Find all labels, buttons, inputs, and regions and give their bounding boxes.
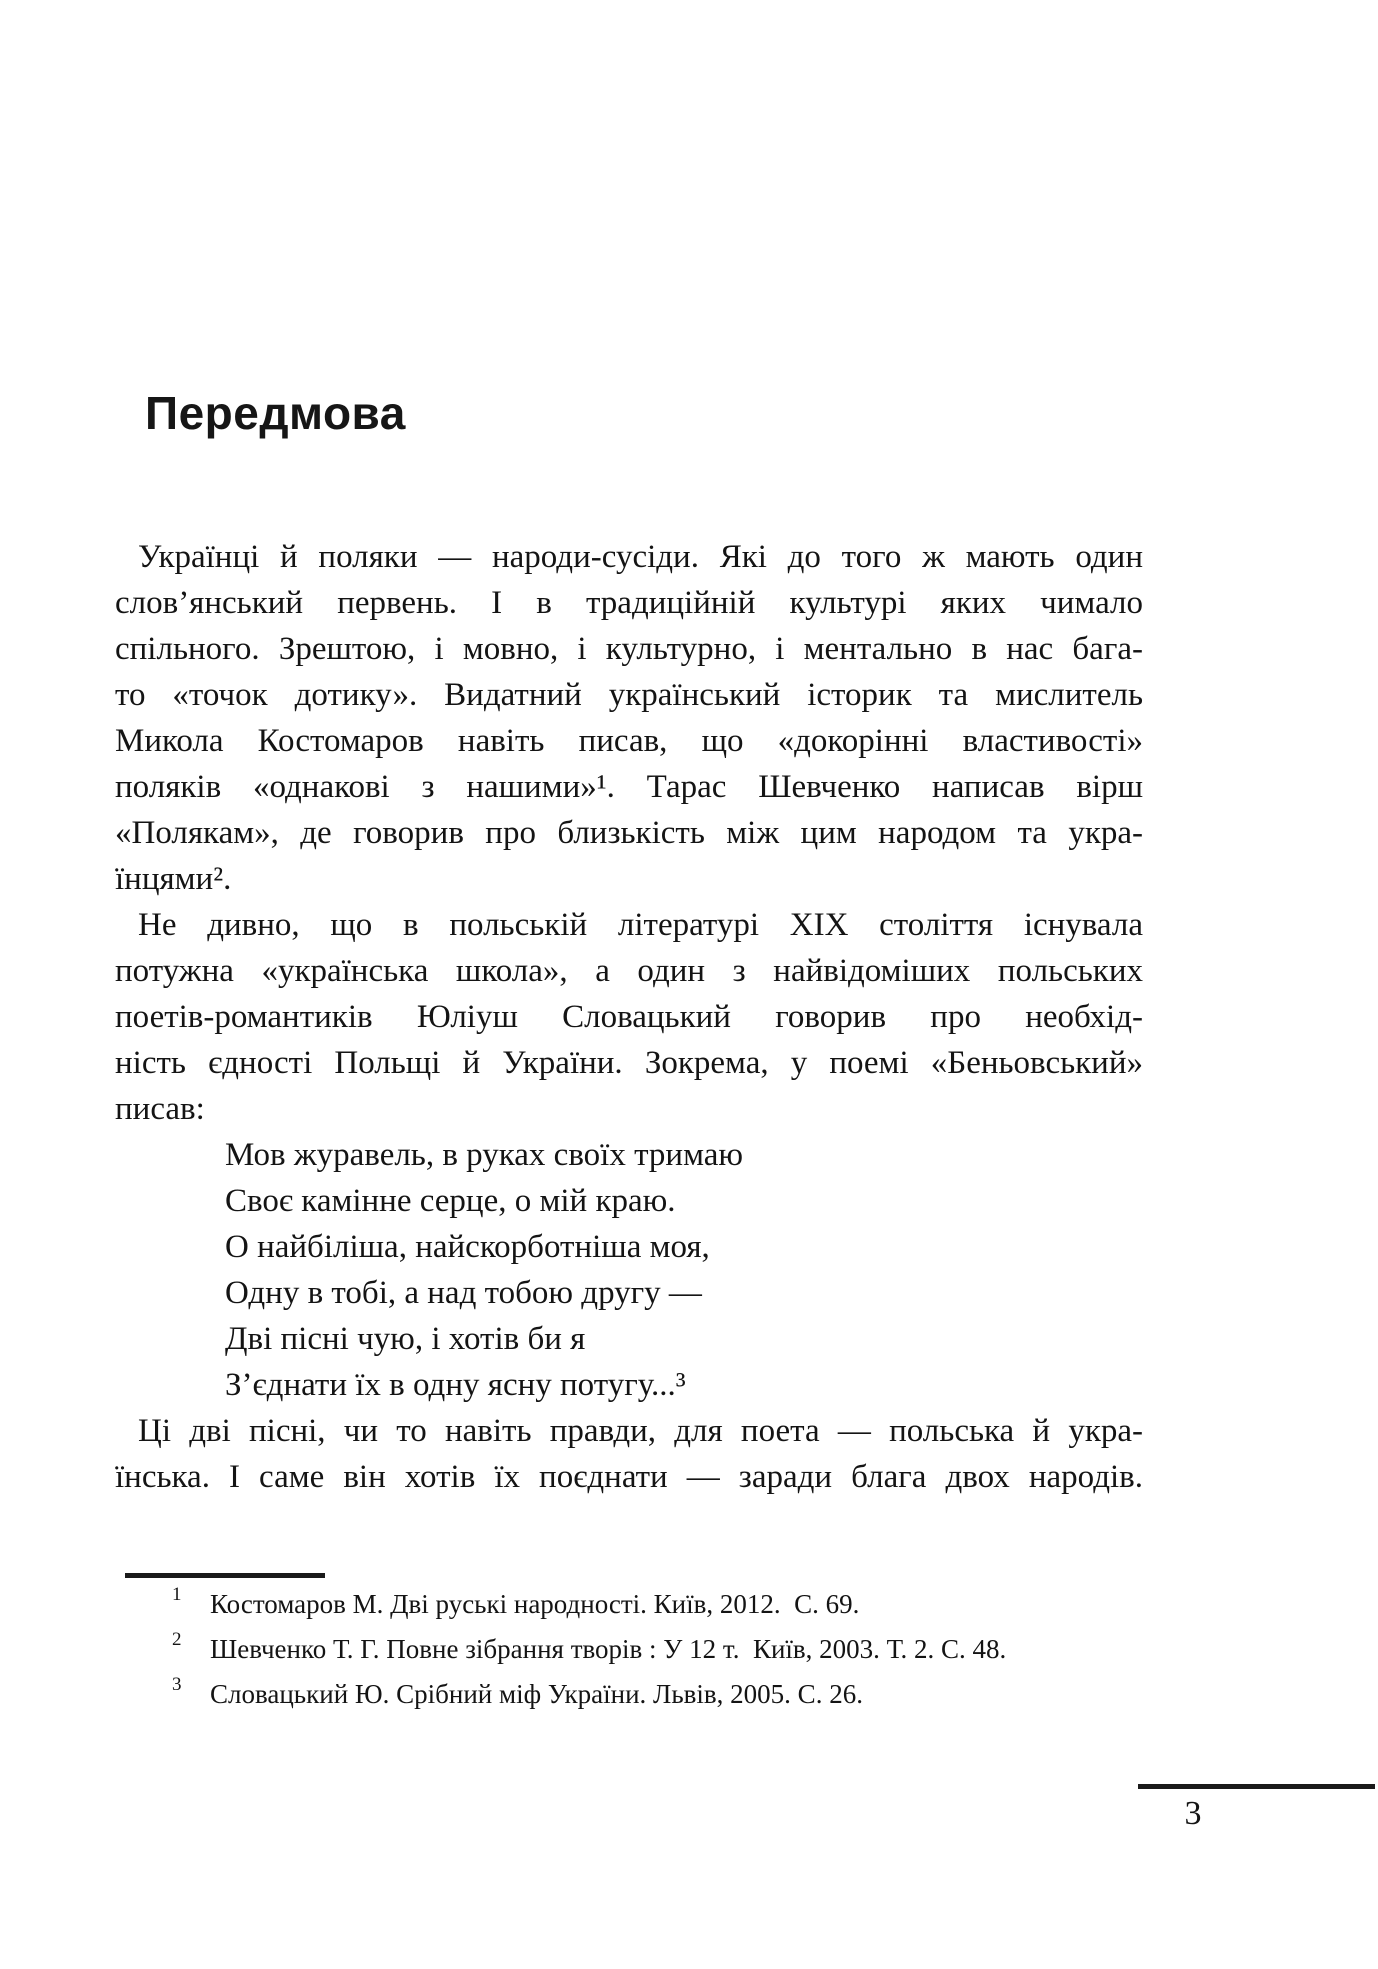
- page-number-rule: [1138, 1784, 1375, 1789]
- footnote-text: Костомаров М. Дві руські народності. Київ, 2012. С. 69.: [210, 1589, 860, 1619]
- footnote-marker: 2: [172, 1629, 182, 1650]
- paragraph-line: їнцями².: [115, 861, 232, 897]
- paragraph-line: Ці дві пісні, чи то навіть правди, для поета — польська й укра-: [138, 1413, 1143, 1449]
- footnote-separator-rule: [125, 1573, 325, 1578]
- paragraph-line: спільного. Зрештою, і мовно, і культурно, і ментально в нас бага-: [115, 631, 1143, 667]
- poem-line: З’єднати їх в одну ясну потугу...³: [225, 1367, 686, 1403]
- poem-line: О найбіліша, найскорботніша моя,: [225, 1229, 710, 1265]
- footnote: [115, 1672, 1143, 1717]
- poem: [115, 1132, 1143, 1408]
- footnote-text: Шевченко Т. Г. Повне зібрання творів : У 12 т. Київ, 2003. Т. 2. С. 48.: [210, 1634, 1007, 1664]
- paragraph: [115, 534, 1143, 902]
- footnote: [115, 1627, 1143, 1672]
- paragraph-line: Микола Костомаров навіть писав, що «докорінні властивості»: [115, 723, 1143, 759]
- poem-line: Одну в тобі, а над тобою другу —: [225, 1275, 702, 1311]
- paragraph-line: поетів-романтиків Юліуш Словацький говорив про необхід-: [115, 999, 1143, 1035]
- paragraph-line: Українці й поляки — народи-сусіди. Які до того ж мають один: [138, 539, 1143, 575]
- paragraph-line: то «точок дотику». Видатний український історик та мислитель: [115, 677, 1143, 713]
- footnote-marker: 3: [172, 1674, 182, 1695]
- chapter-title: Передмова: [145, 387, 406, 439]
- poem-line: Своє камінне серце, о мій краю.: [225, 1183, 676, 1219]
- paragraph-line: ність єдності Польщі й України. Зокрема, у поемі «Беньовський»: [115, 1045, 1143, 1081]
- paragraph: [115, 1408, 1143, 1500]
- paragraph-line: Не дивно, що в польській літературі XIX століття існувала: [138, 907, 1143, 943]
- poem-line: Дві пісні чую, і хотів би я: [225, 1321, 586, 1357]
- paragraph-line: писав:: [115, 1091, 205, 1127]
- poem-line: Мов журавель, в руках своїх тримаю: [225, 1137, 744, 1173]
- paragraph-line: «Полякам», де говорив про близькість між цим народом та укра-: [115, 815, 1143, 851]
- paragraph-line: поляків «однакові з нашими»¹. Тарас Шевченко написав вірш: [115, 769, 1143, 805]
- paragraph-line: їнська. І саме він хотів їх поєднати — заради блага двох народів.: [115, 1459, 1143, 1495]
- paragraph-line: потужна «українська школа», а один з найвідоміших польських: [115, 953, 1143, 989]
- footnotes-block: [115, 1582, 1143, 1717]
- paragraph: [115, 902, 1143, 1132]
- paragraph-line: слов’янський первень. І в традиційній культурі яких чимало: [115, 585, 1143, 621]
- body-text-block: [115, 534, 1143, 1500]
- page-number: 3: [1184, 1795, 1202, 1832]
- footnote-text: Словацький Ю. Срібний міф України. Львів, 2005. С. 26.: [210, 1679, 863, 1709]
- footnote: [115, 1582, 1143, 1627]
- footnote-marker: 1: [172, 1584, 182, 1605]
